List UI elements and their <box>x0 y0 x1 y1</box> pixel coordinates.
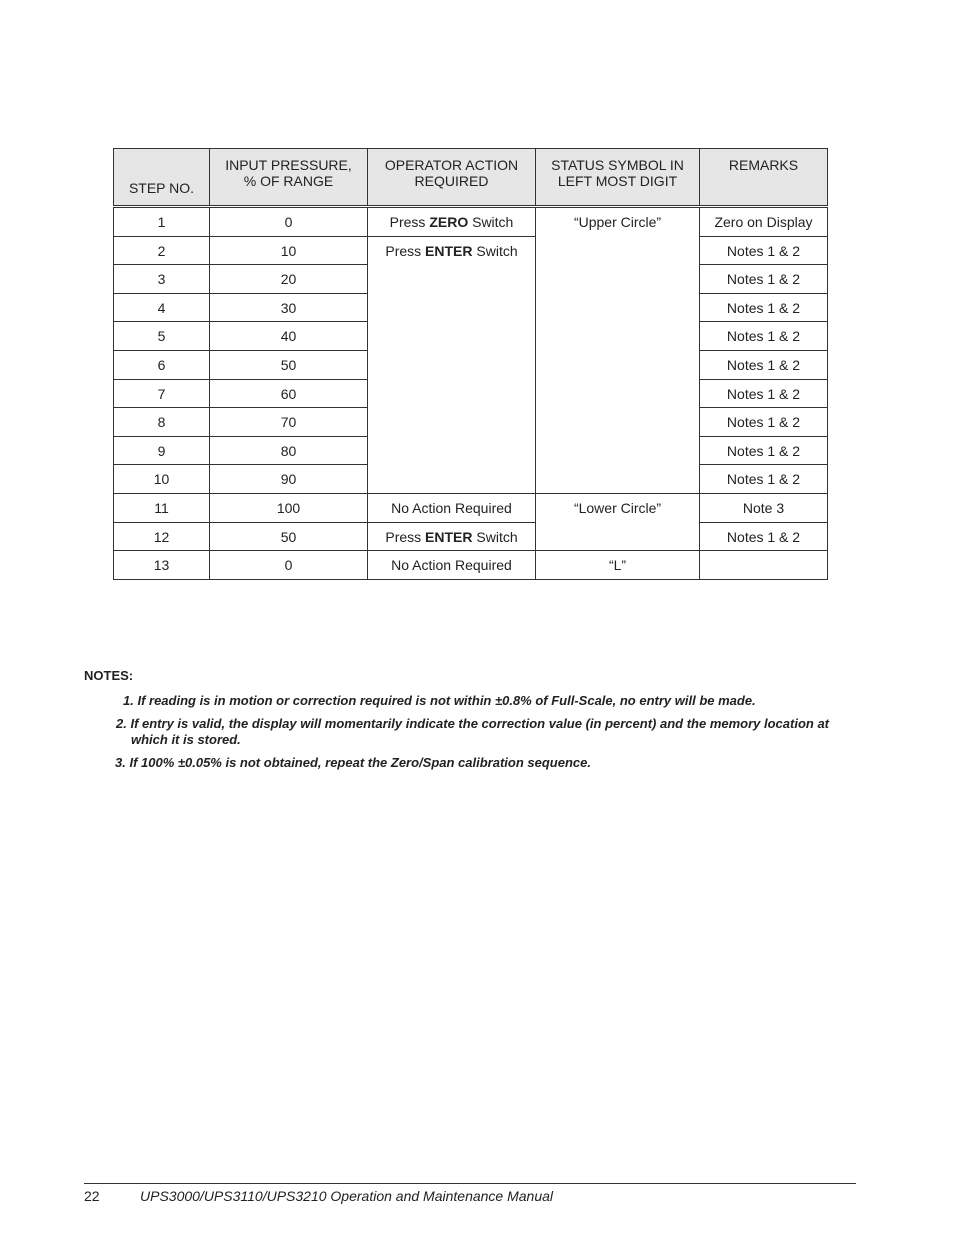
action-cell: Press ENTER Switch <box>368 236 536 493</box>
step-cell: 7 <box>114 379 210 408</box>
step-cell: 12 <box>114 522 210 551</box>
pressure-cell: 90 <box>210 465 368 494</box>
remarks-cell: Notes 1 & 2 <box>700 436 828 465</box>
step-cell: 5 <box>114 322 210 351</box>
note-1: 1. If reading is in motion or correction required is not within ±0.8% of Full-Scale, no entry will be made. <box>123 693 756 708</box>
table-header-row <box>114 149 828 206</box>
header-step: STEP NO. <box>114 149 210 206</box>
pressure-cell: 20 <box>210 265 368 294</box>
pressure-cell: 50 <box>210 350 368 379</box>
step-cell: 13 <box>114 551 210 580</box>
pressure-cell: 10 <box>210 236 368 265</box>
status-cell: “Upper Circle” <box>536 208 700 494</box>
pressure-cell: 60 <box>210 379 368 408</box>
step-cell: 3 <box>114 265 210 294</box>
pressure-cell: 80 <box>210 436 368 465</box>
pressure-cell: 30 <box>210 293 368 322</box>
remarks-cell: Notes 1 & 2 <box>700 350 828 379</box>
step-cell: 10 <box>114 465 210 494</box>
table-row <box>114 551 828 580</box>
remarks-cell: Note 3 <box>700 493 828 522</box>
header-pressure: INPUT PRESSURE, % OF RANGE <box>210 149 368 206</box>
step-cell: 2 <box>114 236 210 265</box>
remarks-cell: Notes 1 & 2 <box>700 465 828 494</box>
step-cell: 9 <box>114 436 210 465</box>
remarks-cell: Notes 1 & 2 <box>700 379 828 408</box>
calibration-table <box>113 148 828 580</box>
note-3: 3. If 100% ±0.05% is not obtained, repeat the Zero/Span calibration sequence. <box>115 755 591 770</box>
pressure-cell: 40 <box>210 322 368 351</box>
notes-title: NOTES: <box>84 668 134 683</box>
remarks-cell <box>700 551 828 580</box>
pressure-cell: 0 <box>210 551 368 580</box>
pressure-cell: 70 <box>210 408 368 437</box>
remarks-cell: Notes 1 & 2 <box>700 408 828 437</box>
table-row <box>114 208 828 237</box>
remarks-cell: Notes 1 & 2 <box>700 293 828 322</box>
step-cell: 1 <box>114 208 210 237</box>
pressure-cell: 0 <box>210 208 368 237</box>
step-cell: 4 <box>114 293 210 322</box>
remarks-cell: Notes 1 & 2 <box>700 522 828 551</box>
table-row <box>114 522 828 551</box>
table-row <box>114 236 828 265</box>
remarks-cell: Notes 1 & 2 <box>700 265 828 294</box>
manual-title: UPS3000/UPS3110/UPS3210 Operation and Maintenance Manual <box>140 1188 554 1204</box>
note-2-continued: which it is stored. <box>131 732 241 747</box>
pressure-cell: 100 <box>210 493 368 522</box>
remarks-cell: Notes 1 & 2 <box>700 236 828 265</box>
action-cell: Press ZERO Switch <box>368 208 536 237</box>
action-cell: Press ENTER Switch <box>368 522 536 551</box>
remarks-cell: Notes 1 & 2 <box>700 322 828 351</box>
header-remarks: REMARKS <box>700 149 828 206</box>
note-2: 2. If entry is valid, the display will momentarily indicate the correction value (in percent) and the memory location at <box>116 716 830 731</box>
remarks-cell: Zero on Display <box>700 208 828 237</box>
action-cell: No Action Required <box>368 551 536 580</box>
step-cell: 11 <box>114 493 210 522</box>
page-number: 22 <box>84 1188 100 1204</box>
step-cell: 8 <box>114 408 210 437</box>
status-cell: “L” <box>536 551 700 580</box>
header-status: STATUS SYMBOL IN LEFT MOST DIGIT <box>536 149 700 206</box>
status-cell: “Lower Circle” <box>536 493 700 550</box>
step-cell: 6 <box>114 350 210 379</box>
pressure-cell: 50 <box>210 522 368 551</box>
table-row <box>114 493 828 522</box>
action-cell: No Action Required <box>368 493 536 522</box>
footer-divider <box>84 1183 856 1184</box>
header-action: OPERATOR ACTION REQUIRED <box>368 149 536 206</box>
